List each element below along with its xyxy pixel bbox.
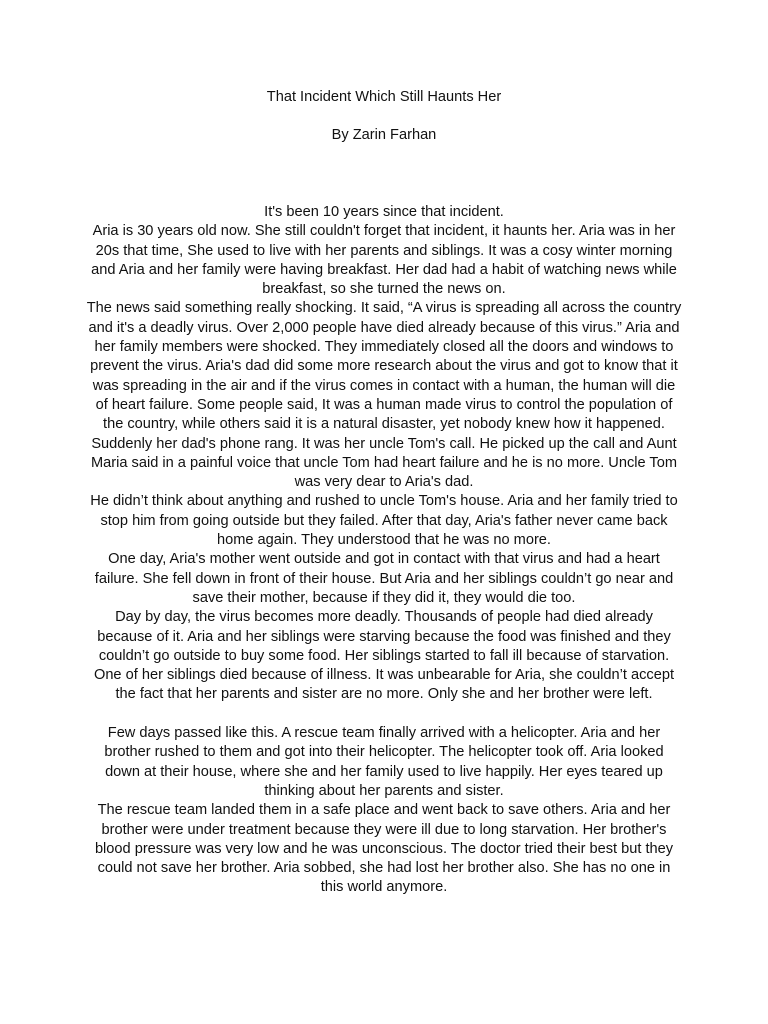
paragraph: Aria is 30 years old now. She still couldn't forget that incident, it haunts her. Aria was in her 20s that time, She used to live with her parents and siblings. It was a cosy winter morning and Aria and her family were having breakfast. Her dad had a habit of watching news while breakfast, so she turned the news on. — [91, 223, 677, 298]
paragraph: Suddenly her dad's phone rang. It was her uncle Tom's call. He picked up the call and Aunt Maria said in a painful voice that uncle Tom had heart failure and he is no more. Uncle Tom was very dear to Aria's dad. — [91, 435, 677, 491]
paragraph: Few days passed like this. A rescue team finally arrived with a helicopter. Aria and her brother rushed to them and got into their helicopter. The helicopter took off. Aria looked down at their house, where she and her family used to live happily. Her eyes teared up thinking about her parents and sister. — [104, 725, 664, 799]
paragraph: Day by day, the virus becomes more deadly. Thousands of people had died already because of it. Aria and her siblings were starving because the food was finished and they couldn’t go outside to buy some food. Her siblings started to fall ill because of starvation. One of her siblings died because of illness. It was unbearable for Aria, she couldn’t accept the fact that her parents and sister are no more. Only she and her brother were left. — [93, 609, 675, 703]
paragraph: One day, Aria's mother went outside and got in contact with that virus and had a heart failure. She fell down in front of their house. But Aria and her siblings couldn’t go near and save their mother, because if they did it, they would die too. — [94, 551, 674, 606]
paragraph: He didn’t think about anything and rushed to uncle Tom's house. Aria and her family tried to stop him from going outside but they failed. After that day, Aria's father never came back home again. They understood that he was no more. — [90, 493, 678, 549]
paragraph: The rescue team landed them in a safe place and went back to save others. Aria and her brother were under treatment because they were ill due to long starvation. Her brother's blood pressure was very low and he was unconscious. The doctor tried their best but they could not save her brother. Aria sobbed, she had lost her brother also. She has no one in this world anymore. — [94, 802, 674, 896]
story-body — [86, 203, 682, 898]
paragraph: It's been 10 years since that incident. — [264, 204, 504, 220]
author-byline: By Zarin Farhan — [331, 127, 437, 143]
document-title: That Incident Which Still Haunts Her — [266, 89, 502, 105]
paragraph: The news said something really shocking. It said, “A virus is spreading all across the country and it's a deadly virus. Over 2,000 people have died already because of this virus.” Aria and her family members were shocked. They immediately closed all the doors and windows to prevent the virus. Aria's dad did some more research about the virus and got to know that it was spreading in the air and if the virus comes in contact with a human, the human will die of heart failure. Some people said, It was a human made virus to control the population of the country, while others said it is a natural disaster, yet nobody knew how it happened. — [86, 300, 682, 433]
